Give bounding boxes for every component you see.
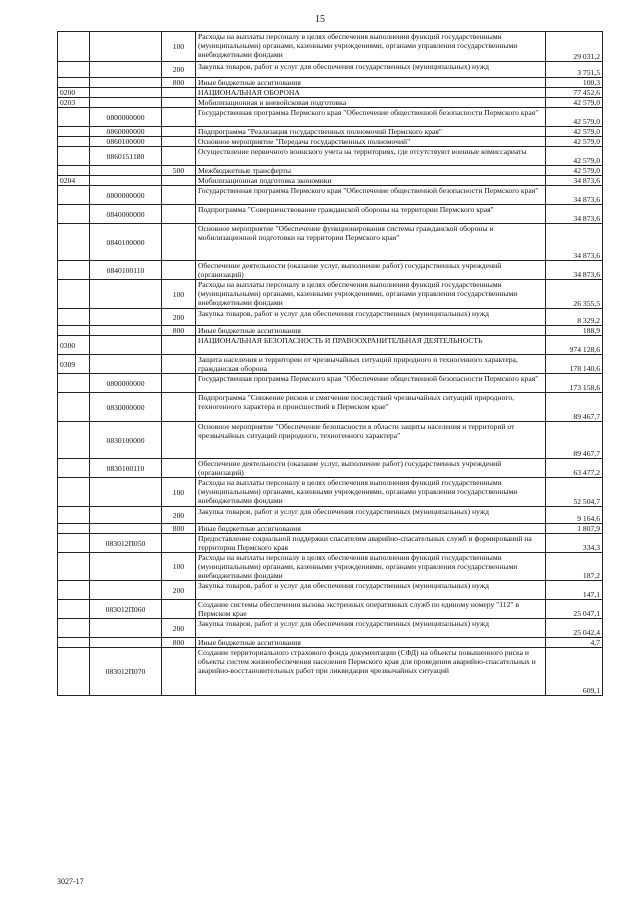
table-row	[58, 176, 603, 186]
expense-type-cell	[162, 355, 196, 374]
section-code-cell	[58, 507, 90, 524]
item-name-cell: Подпрограмма "Снижение рисков и смягчение последствий чрезвычайных ситуаций природного, техногенного характера и происшествий в Пермском крае"	[196, 393, 546, 422]
item-name-cell: Закупка товаров, работ и услуг для обеспечения государственных (муниципальных) нужд	[196, 309, 546, 326]
amount-cell: 52 504,7	[546, 478, 603, 507]
expense-type-cell: 200	[162, 619, 196, 638]
item-name-cell: Создание системы обеспечения вызова экстренных оперативных служб по единому номеру "112" в Пермском крае	[196, 600, 546, 619]
item-name-cell: Создание территориального страхового фонда документации (СФД) на объекты повышенного риска и объекты систем жизнеобеспечения населения Пермского края для проведения аварийно-спасательных и аварийно-восстановительных работ при ликвидации чрезвычайных ситуаций	[196, 648, 546, 696]
section-code-cell	[58, 137, 90, 147]
amount-cell: 609,1	[546, 648, 603, 696]
target-code-cell: 0840100110	[90, 261, 162, 280]
item-name-cell: Подпрограмма "Совершенствование гражданской обороны на территории Пермского края"	[196, 205, 546, 224]
amount-cell: 89 467,7	[546, 393, 603, 422]
section-code-cell	[58, 648, 90, 696]
target-code-cell	[90, 98, 162, 108]
amount-cell: 100,3	[546, 78, 603, 88]
section-code-cell	[58, 32, 90, 62]
item-name-cell: Основное мероприятие "Передача государственных полномочий"	[196, 137, 546, 147]
expense-type-cell: 100	[162, 478, 196, 507]
section-code-cell	[58, 638, 90, 648]
table-row	[58, 638, 603, 648]
expense-type-cell	[162, 374, 196, 393]
amount-cell: 34 873,6	[546, 176, 603, 186]
target-code-cell: 0840100000	[90, 224, 162, 261]
item-name-cell: Закупка товаров, работ и услуг для обеспечения государственных (муниципальных) нужд	[196, 62, 546, 78]
table-row	[58, 309, 603, 326]
amount-cell: 188,9	[546, 326, 603, 336]
amount-cell: 187,2	[546, 553, 603, 581]
table-row	[58, 78, 603, 88]
table-row	[58, 326, 603, 336]
table-row	[58, 147, 603, 166]
section-code-cell	[58, 309, 90, 326]
section-code-cell	[58, 127, 90, 137]
target-code-cell	[90, 507, 162, 524]
expense-type-cell	[162, 224, 196, 261]
table-row	[58, 355, 603, 374]
section-code-cell	[58, 108, 90, 127]
amount-cell: 63 477,2	[546, 459, 603, 478]
amount-cell: 147,1	[546, 581, 603, 600]
target-code-cell	[90, 524, 162, 534]
target-code-cell	[90, 619, 162, 638]
item-name-cell: НАЦИОНАЛЬНАЯ БЕЗОПАСНОСТЬ И ПРАВООХРАНИТЕЛЬНАЯ ДЕЯТЕЛЬНОСТЬ	[196, 336, 546, 355]
expense-type-cell	[162, 336, 196, 355]
amount-cell: 974 128,6	[546, 336, 603, 355]
item-name-cell: Подпрограмма "Реализация государственных полномочий Пермского края"	[196, 127, 546, 137]
section-code-cell	[58, 205, 90, 224]
target-code-cell: 0860000000	[90, 127, 162, 137]
amount-cell: 42 579,0	[546, 137, 603, 147]
section-code-cell	[58, 600, 90, 619]
expense-type-cell	[162, 147, 196, 166]
item-name-cell: Расходы на выплаты персоналу в целях обеспечения выполнения функций государственными (муниципальными) органами, казенными учреждениями, органами управления государственными внебюджетными фондами	[196, 478, 546, 507]
item-name-cell: Иные бюджетные ассигнования	[196, 326, 546, 336]
expense-type-cell: 200	[162, 309, 196, 326]
expense-type-cell	[162, 422, 196, 459]
target-code-cell	[90, 309, 162, 326]
table-row	[58, 524, 603, 534]
item-name-cell: Государственная программа Пермского края "Обеспечение общественной безопасности Пермского края"	[196, 108, 546, 127]
target-code-cell	[90, 166, 162, 176]
target-code-cell	[90, 336, 162, 355]
section-code-cell: 0200	[58, 88, 90, 98]
item-name-cell: Иные бюджетные ассигнования	[196, 78, 546, 88]
section-code-cell	[58, 147, 90, 166]
amount-cell: 178 140,6	[546, 355, 603, 374]
table-row	[58, 393, 603, 422]
table-row	[58, 166, 603, 176]
amount-cell: 42 579,0	[546, 98, 603, 108]
expense-type-cell: 100	[162, 553, 196, 581]
item-name-cell: Государственная программа Пермского края "Обеспечение общественной безопасности Пермского края"	[196, 186, 546, 205]
expense-type-cell	[162, 98, 196, 108]
target-code-cell: 083012П050	[90, 534, 162, 553]
target-code-cell	[90, 32, 162, 62]
amount-cell: 89 467,7	[546, 422, 603, 459]
expense-type-cell	[162, 108, 196, 127]
target-code-cell	[90, 478, 162, 507]
item-name-cell: Иные бюджетные ассигнования	[196, 524, 546, 534]
expense-type-cell	[162, 186, 196, 205]
item-name-cell: Закупка товаров, работ и услуг для обеспечения государственных (муниципальных) нужд	[196, 581, 546, 600]
item-name-cell: Расходы на выплаты персоналу в целях обеспечения выполнения функций государственными (муниципальными) органами, казенными учреждениями, органами управления государственными внебюджетными фондами	[196, 280, 546, 309]
section-code-cell	[58, 166, 90, 176]
expense-type-cell	[162, 261, 196, 280]
item-name-cell: Обеспечение деятельности (оказание услуг, выполнение работ) государственных учреждений (организаций)	[196, 261, 546, 280]
table-row	[58, 648, 603, 696]
expense-type-cell	[162, 393, 196, 422]
table-row	[58, 600, 603, 619]
target-code-cell	[90, 581, 162, 600]
target-code-cell	[90, 553, 162, 581]
table-row	[58, 32, 603, 62]
amount-cell: 1 807,9	[546, 524, 603, 534]
item-name-cell: Осуществление первичного воинского учета на территориях, где отсутствуют военные комиссариаты	[196, 147, 546, 166]
amount-cell: 29 031,2	[546, 32, 603, 62]
table-row	[58, 280, 603, 309]
table-row	[58, 507, 603, 524]
section-code-cell	[58, 553, 90, 581]
expense-type-cell	[162, 648, 196, 696]
item-name-cell: Закупка товаров, работ и услуг для обеспечения государственных (муниципальных) нужд	[196, 507, 546, 524]
item-name-cell: Иные бюджетные ассигнования	[196, 638, 546, 648]
section-code-cell	[58, 422, 90, 459]
table-row	[58, 261, 603, 280]
table-row	[58, 88, 603, 98]
target-code-cell	[90, 326, 162, 336]
footer-code: 3027-17	[57, 877, 84, 886]
target-code-cell: 0830000000	[90, 393, 162, 422]
expense-type-cell: 800	[162, 78, 196, 88]
item-name-cell: Государственная программа Пермского края "Обеспечение общественной безопасности Пермского края"	[196, 374, 546, 393]
amount-cell: 34 873,6	[546, 224, 603, 261]
section-code-cell	[58, 534, 90, 553]
amount-cell: 34 873,6	[546, 186, 603, 205]
section-code-cell: 0204	[58, 176, 90, 186]
amount-cell: 42 579,0	[546, 127, 603, 137]
amount-cell: 42 579,0	[546, 147, 603, 166]
amount-cell: 8 329,2	[546, 309, 603, 326]
item-name-cell: Мобилизационная подготовка экономики	[196, 176, 546, 186]
table-row	[58, 374, 603, 393]
section-code-cell	[58, 393, 90, 422]
section-code-cell: 0309	[58, 355, 90, 374]
table-row	[58, 137, 603, 147]
amount-cell: 9 164,6	[546, 507, 603, 524]
target-code-cell: 0800000000	[90, 108, 162, 127]
item-name-cell: НАЦИОНАЛЬНАЯ ОБОРОНА	[196, 88, 546, 98]
amount-cell: 25 042,4	[546, 619, 603, 638]
section-code-cell	[58, 459, 90, 478]
amount-cell: 3 751,5	[546, 62, 603, 78]
section-code-cell	[58, 581, 90, 600]
target-code-cell: 0860100000	[90, 137, 162, 147]
table-row	[58, 127, 603, 137]
expense-type-cell	[162, 534, 196, 553]
table-row	[58, 459, 603, 478]
section-code-cell	[58, 374, 90, 393]
expense-type-cell	[162, 137, 196, 147]
target-code-cell	[90, 78, 162, 88]
expense-type-cell: 100	[162, 280, 196, 309]
table-row	[58, 205, 603, 224]
table-row	[58, 619, 603, 638]
target-code-cell: 083012П060	[90, 600, 162, 619]
expense-type-cell: 500	[162, 166, 196, 176]
table-row	[58, 422, 603, 459]
table-row	[58, 224, 603, 261]
table-row	[58, 553, 603, 581]
amount-cell: 334,3	[546, 534, 603, 553]
item-name-cell: Защита населения и территории от чрезвычайных ситуаций природного и техногенного характера, гражданская оборона	[196, 355, 546, 374]
item-name-cell: Обеспечение деятельности (оказание услуг, выполнение работ) государственных учреждений (организаций)	[196, 459, 546, 478]
expense-type-cell: 200	[162, 62, 196, 78]
amount-cell: 42 579,0	[546, 166, 603, 176]
expense-type-cell: 800	[162, 524, 196, 534]
amount-cell: 173 158,6	[546, 374, 603, 393]
table-row	[58, 534, 603, 553]
expense-type-cell: 800	[162, 638, 196, 648]
expense-type-cell	[162, 205, 196, 224]
expense-type-cell: 100	[162, 32, 196, 62]
item-name-cell: Закупка товаров, работ и услуг для обеспечения государственных (муниципальных) нужд	[196, 619, 546, 638]
table-row	[58, 336, 603, 355]
expense-type-cell: 200	[162, 581, 196, 600]
section-code-cell	[58, 224, 90, 261]
item-name-cell: Межбюджетные трансферты	[196, 166, 546, 176]
item-name-cell: Основное мероприятие "Обеспечение функционирования системы гражданской обороны и мобилизационной подготовки на территории Пермского края"	[196, 224, 546, 261]
item-name-cell: Основное мероприятие "Обеспечение безопасности в области защиты населения и территорий от чрезвычайных ситуаций природного, техногенного характера"	[196, 422, 546, 459]
target-code-cell	[90, 638, 162, 648]
section-code-cell	[58, 280, 90, 309]
page-number: 15	[315, 14, 325, 25]
expense-type-cell	[162, 600, 196, 619]
expense-type-cell: 200	[162, 507, 196, 524]
target-code-cell: 0800000000	[90, 186, 162, 205]
section-code-cell	[58, 619, 90, 638]
amount-cell: 4,7	[546, 638, 603, 648]
expense-type-cell	[162, 127, 196, 137]
section-code-cell	[58, 261, 90, 280]
item-name-cell: Расходы на выплаты персоналу в целях обеспечения выполнения функций государственными (муниципальными) органами, казенными учреждениями, органами управления государственными внебюджетными фондами	[196, 32, 546, 62]
item-name-cell: Расходы на выплаты персоналу в целях обеспечения выполнения функций государственными (муниципальными) органами, казенными учреждениями, органами управления государственными внебюджетными фондами	[196, 553, 546, 581]
table-row	[58, 478, 603, 507]
expense-type-cell	[162, 176, 196, 186]
table-row	[58, 108, 603, 127]
amount-cell: 77 452,6	[546, 88, 603, 98]
amount-cell: 26 355,5	[546, 280, 603, 309]
expense-type-cell	[162, 459, 196, 478]
amount-cell: 42 579,0	[546, 108, 603, 127]
target-code-cell	[90, 176, 162, 186]
target-code-cell: 083012П070	[90, 648, 162, 696]
table-row	[58, 186, 603, 205]
table-row	[58, 62, 603, 78]
section-code-cell	[58, 186, 90, 205]
budget-table	[57, 31, 603, 696]
section-code-cell: 0300	[58, 336, 90, 355]
target-code-cell	[90, 280, 162, 309]
table-row	[58, 581, 603, 600]
amount-cell: 25 047,1	[546, 600, 603, 619]
item-name-cell: Предоставление социальной поддержки спасателям аварийно-спасательных служб и формирований на территории Пермского края	[196, 534, 546, 553]
expense-type-cell	[162, 88, 196, 98]
target-code-cell	[90, 88, 162, 98]
target-code-cell: 0860151180	[90, 147, 162, 166]
section-code-cell	[58, 478, 90, 507]
table-row	[58, 98, 603, 108]
target-code-cell: 0830100110	[90, 459, 162, 478]
section-code-cell	[58, 524, 90, 534]
target-code-cell	[90, 62, 162, 78]
target-code-cell: 0830100000	[90, 422, 162, 459]
section-code-cell	[58, 62, 90, 78]
target-code-cell: 0800000000	[90, 374, 162, 393]
amount-cell: 34 873,6	[546, 205, 603, 224]
section-code-cell	[58, 326, 90, 336]
amount-cell: 34 873,6	[546, 261, 603, 280]
target-code-cell: 0840000000	[90, 205, 162, 224]
item-name-cell: Мобилизационная и вневойсковая подготовка	[196, 98, 546, 108]
section-code-cell	[58, 78, 90, 88]
expense-type-cell: 800	[162, 326, 196, 336]
section-code-cell: 0203	[58, 98, 90, 108]
target-code-cell	[90, 355, 162, 374]
